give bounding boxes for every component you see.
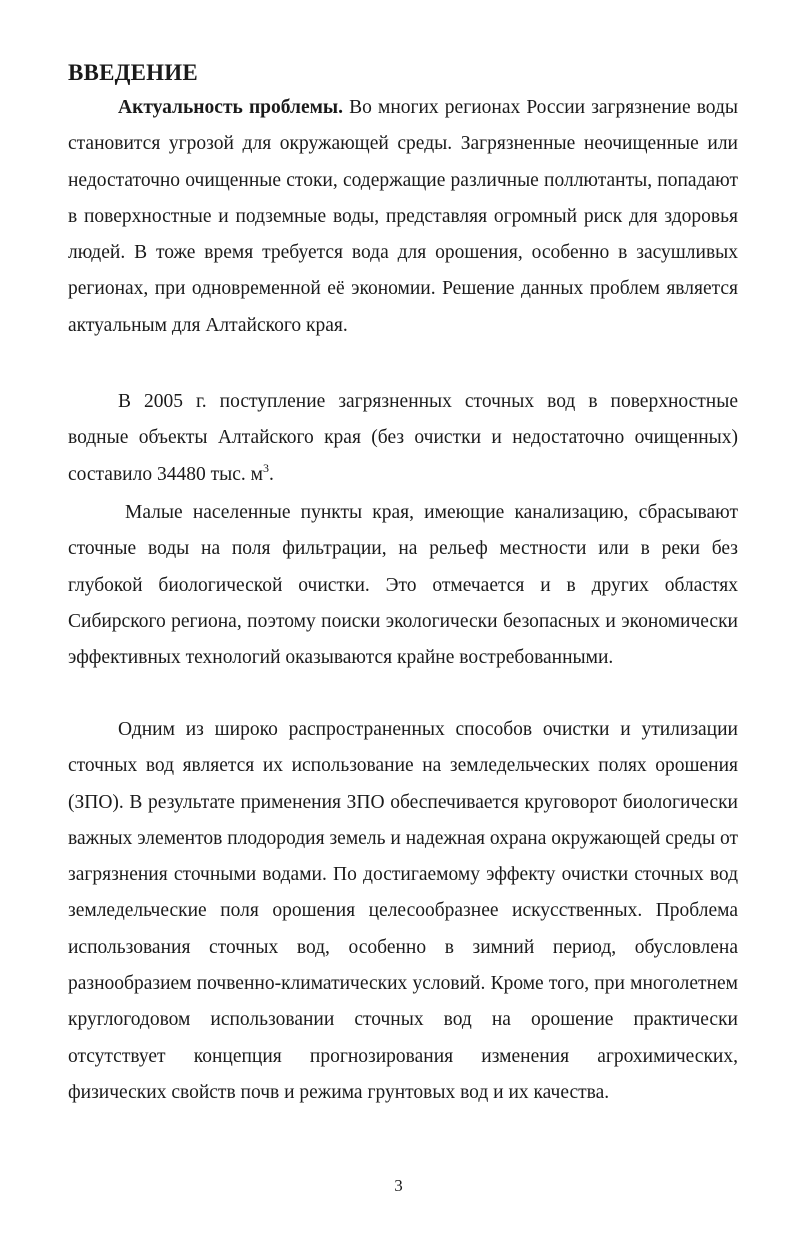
superscript-exponent: 3 — [262, 460, 269, 475]
paragraph-text: В 2005 г. поступление загрязненных сточных вод в поверхностные водные объекты Алтайского края (без очистки и недостаточно очищенных) составило 34480 тыс. м — [68, 391, 738, 485]
paragraph-irrigation-fields — [68, 712, 738, 1111]
paragraph-text: Во многих регионах России загрязнение воды становится угрозой для окружающей среды. Загрязненные неочищенные или недостаточно очищенные стоки, содержащие различные поллютанты, попадают в поверхностные и подземные воды, представляя огромный риск для здоровья людей. В тоже время требуется вода для орошения, особенно в засушливых регионах, при одновременной её экономии. Решение данных проблем является актуальным для Алтайского края. — [68, 97, 738, 336]
paragraph-tail: . — [268, 463, 274, 485]
section-heading: ВВЕДЕНИЕ — [68, 60, 198, 85]
page-number: 3 — [394, 1176, 403, 1195]
paragraph-text: Малые населенные пункты края, имеющие канализацию, сбрасывают сточные воды на поля фильтрации, на рельеф местности или в реки без глубокой биологической очистки. Это отмечается и в других областях Сибирского региона, поэтому поиски экологически безопасных и экономически эффективных технологий оказываются крайне востребованными. — [68, 502, 738, 669]
paragraph-wastewater-volume — [68, 384, 738, 493]
paragraph-text: Одним из широко распространенных способов очистки и утилизации сточных вод является их использование на земледельческих полях орошения (ЗПО). В результате применения ЗПО обеспечивается круговорот биологически важных элементов плодородия земель и надежная охрана окружающей среды от загрязнения сточными водами. По достигаемому эффекту очистки сточных вод земледельческие поля орошения целесообразнее искусственных. Проблема использования сточных вод, особенно в зимний период, обусловлена разнообразием почвенно-климатических условий. Кроме того, при многолетнем круглогодовом использовании сточных вод на орошение практически отсутствует концепция прогнозирования изменения агрохимических, физических свойств почв и режима грунтовых вод и их качества. — [68, 719, 738, 1103]
paragraph-relevance — [68, 90, 738, 344]
paragraph-small-settlements — [68, 495, 738, 676]
paragraph-lead-title: Актуальность проблемы. — [118, 97, 344, 118]
